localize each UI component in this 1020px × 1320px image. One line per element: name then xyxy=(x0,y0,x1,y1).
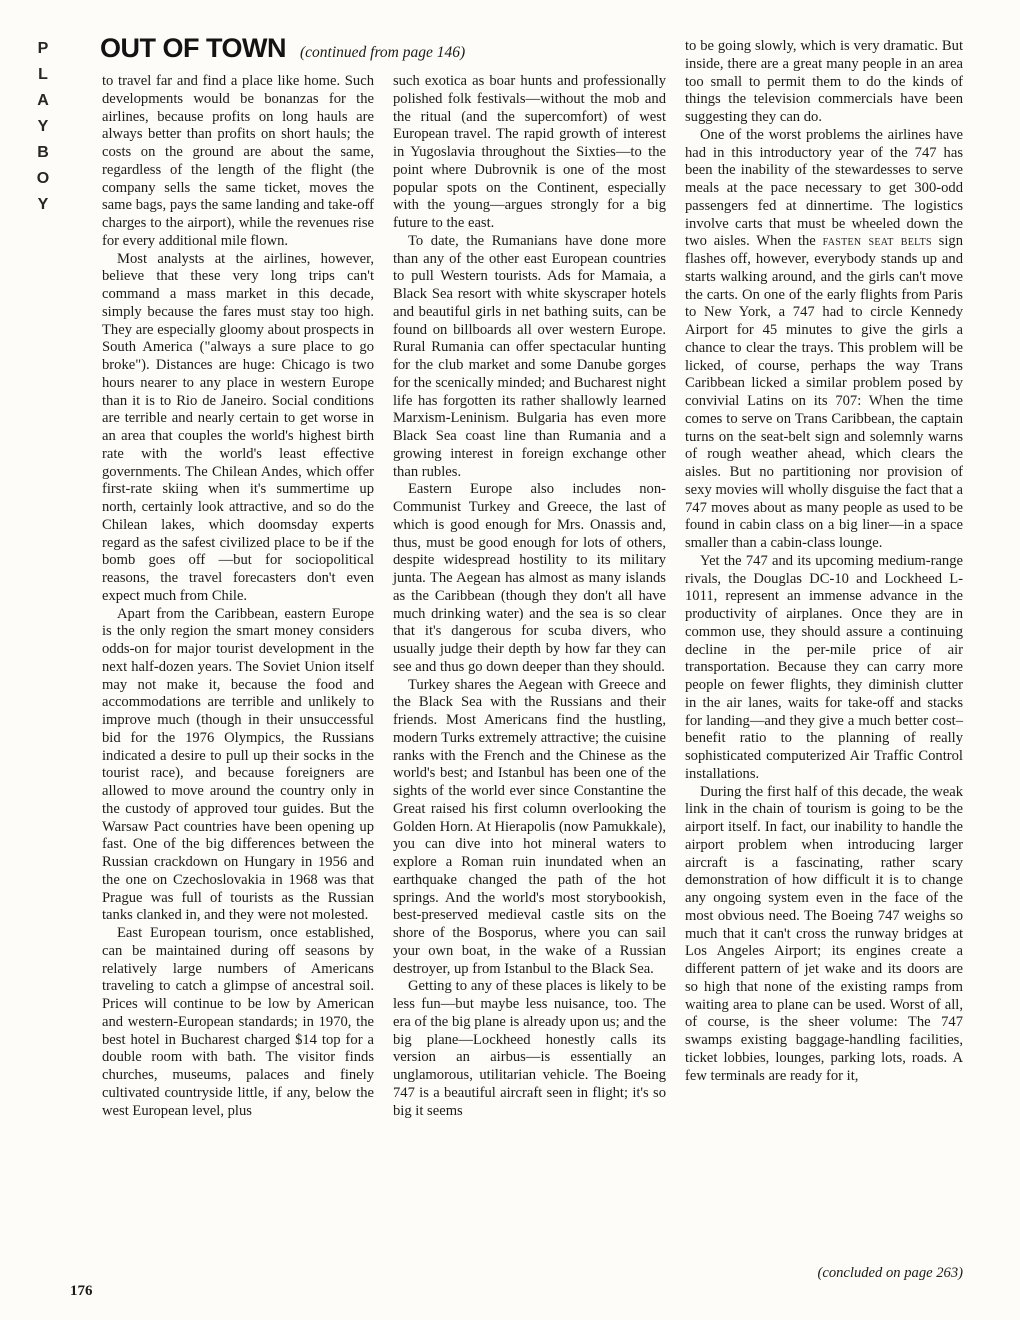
article-header xyxy=(100,33,660,73)
paragraph: Most analysts at the airlines, however, believe that these very long trips can't command a mass market in this decade, simply because the fares must stay too high. They are especially gloomy about prospects in South America ("always a sure place to go broke"). Distances are huge: Chicago is two hours nearer to any place in western Europe than it is to Rio de Janeiro. Social conditions are terrible and nearly certain to get worse in an area that couples the world's highest birth rate with the world's least effective governments. The Chilean Andes, which offer first-rate skiing when it's summertime up north, certainly look attractive, and so do the Chilean lakes, which doomsday experts regard as the safest civilized place to be if the bomb goes off —but for sociopolitical reasons, the travel forecasters don't even expect much from Chile. xyxy=(102,250,374,604)
paragraph: to travel far and find a place like home. Such developments would be bonanzas for the airlines, because profits on long hauls are always better than profits on short hauls; the costs on the ground are about the same, regardless of the length of the flight (the company sells the same ticket, moves the same bags, pays the same landing and take-off charges to the airport), while the revenues rise for every additional mile flown. xyxy=(102,73,374,249)
side-title-letter: Y xyxy=(37,196,49,213)
side-title-letter: O xyxy=(36,170,50,187)
text-column-3 xyxy=(685,38,963,1285)
paragraph-text: sign flashes off, however, everybody stands up and starts walking around, and the girls can't move the carts. On one of the early flights from Paris to New York, a 747 had to circle Kennedy Airport for 45 minutes to give the girls a chance to clear the trays. This problem will be licked, of course, perhaps the way Trans Caribbean licked a similar problem posed by convivial Latins on its 707: When the time comes to serve on Trans Caribbean, the captain turns on the seat-belt sign and solemnly warns of rough weather ahead, which clears the aisles. But no partitioning nor provision of sexy movies will wholly disguise the fact that a 747 moves about as many people as used to be found in cabin class on a big liner—in a space smaller than a cabin-class lounge. xyxy=(685,233,964,551)
side-title-letter: A xyxy=(37,92,49,109)
seat-belt-sign-text: fasten seat belts xyxy=(822,233,932,250)
paragraph: During the first half of this decade, the weak link in the chain of tourism is going to be the airport itself. In fact, our inability to handle the airport problem when introducing larger aircraft is a fascinating, rather scary demonstration of how difficult it is to change any ongoing system even in the face of the most obvious need. The Boeing 747 weighs so much that it can't cross the runway bridges at Los Angeles Airport; its engines create a different pattern of jet wake and its doors are so high that none of the existing ramps from waiting area to plane can be used. Worst of all, of course, is the sheer volume: The 747 swamps existing baggage-handling facilities, ticket lobbies, lounges, parking lots, roads. A few terminals are ready for it, xyxy=(685,783,963,1084)
side-title-letter: B xyxy=(37,144,49,161)
concluded-note: (concluded on page 263) xyxy=(817,1265,963,1281)
paragraph: Eastern Europe also includes non-Communist Turkey and Greece, the last of which is good enough for Mrs. Onassis and, thus, must be good enough for lots of others, despite widespread hostility to its military junta. The Aegean has almost as many islands as the Caribbean (though they don't all have much drinking water) and the sea is so clear that it's dangerous for scuba divers, who usually judge their depth by how far they can see and thus go down deeper than they should. xyxy=(393,481,666,675)
paragraph xyxy=(685,127,963,553)
side-title-letter: L xyxy=(38,66,48,83)
magazine-side-title xyxy=(26,36,60,218)
side-title-letter: Y xyxy=(37,118,49,135)
paragraph: To date, the Rumanians have done more than any of the other east European countries to pull Western tourists. Ads for Mamaia, a Black Sea resort with white skyscraper hotels and beautiful girls in net bathing suits, can be found on billboards all over western Europe. Rural Rumania can offer spectacular hunting for the club market and some Danube gorges for the scenically minded; and Bucharest night life has forgotten its rather shallowly learned Marxism-Leninism. Bulgaria has even more Black Sea coast line than Rumania and a growing interest in foreign exchange other than rubles. xyxy=(393,232,666,480)
continued-note: (continued from page 146) xyxy=(299,44,466,61)
side-title-letter: P xyxy=(37,40,49,57)
paragraph: Getting to any of these places is likely to be less fun—but maybe less nuisance, too. The era of the big plane is already upon us; and the big plane—Lockheed honestly calls its version an airbus—is essentially an unglamorous, utilitarian vehicle. The Boeing 747 is a beautiful aircraft seen in flight; it's so big it seems xyxy=(393,978,666,1119)
paragraph: such exotica as boar hunts and professionally polished folk festivals—without the mob and the ritual (and the supercomfort) of west European travel. The rapid growth of interest in Yugoslavia throughout the Sixties—to the point where Dubrovnik is one of the most popular spots on the Continent, especially with the young—argues strongly for a big future to the east. xyxy=(393,73,666,231)
paragraph: Apart from the Caribbean, eastern Europe is the only region the smart money considers odds-on for major tourist development in the next half-dozen years. The Soviet Union itself may not make it, because the food and accommodations are terrible and unlikely to improve much (though in their unsuccessful bid for the 1976 Olympics, the Russians indicated a desire to pull up their socks in the tourist race), and because foreigners are allowed to move around the country only in the custody of approved tour guides. But the Warsaw Pact countries have been opening up fast. One of the big differences between the Russian crackdown on Hungary in 1956 and the one on Czechoslovakia in 1968 was that Prague was full of tourists as the Russian tanks clanked in, and they were not molested. xyxy=(102,605,374,924)
paragraph: East European tourism, once established, can be maintained during off seasons by relatively large numbers of Americans traveling to catch a glimpse of ancestral soil. Prices will continue to be low by American and western-European standards; in 1970, the best hotel in Bucharest charged $14 top for a double room with bath. The visitor finds churches, museums, palaces and finely cultivated countryside little, if any, below the west European level, plus xyxy=(102,925,374,1119)
page-number: 176 xyxy=(70,1283,93,1299)
text-column-2 xyxy=(393,73,666,1285)
text-column-1 xyxy=(102,73,374,1285)
paragraph-text: One of the worst problems the airlines have had in this introductory year of the 747 has been the inability of the stewardesses to serve meals at the pace necessary to get 300-odd passengers fed at dinnertime. The logistics involve carts that must be wheeled down the two aisles. When the xyxy=(685,126,963,250)
paragraph: Yet the 747 and its upcoming medium-range rivals, the Douglas DC-10 and Lockheed L-1011, represent an immense advance in the productivity of airplanes. Once they are in common use, they should assure a continuing decline in the per-mile price of air transportation. Because they can carry more people on fewer flights, they diminish clutter in the air lanes, waits for take-off and stacks for landing—and they give a much better cost–benefit ratio to the planning of really sophisticated computerized Air Traffic Control installations. xyxy=(685,552,963,782)
paragraph: to be going slowly, which is very dramatic. But inside, there are a great many people in an area too small to permit them to do the kinds of things the television commercials have been suggesting they can do. xyxy=(685,38,963,125)
article-title: OUT OF TOWN xyxy=(100,33,286,63)
paragraph: Turkey shares the Aegean with Greece and the Black Sea with the Russians and their friends. Most Americans find the hustling, modern Turks extremely attractive; the cuisine ranks with the French and the Chinese as the world's best; and Istanbul has been one of the sights of the world ever since Constantine the Great raised his first column overlooking the Golden Horn. At Hierapolis (now Pamukkale), you can dive into hot mineral waters to explore a Roman ruin inundated when an earthquake changed the path of the hot springs. And the world's most storybookish, best-preserved medieval castle sits on the shore of the Bosporus, where you can sail your own boat, in the wake of a Russian destroyer, up from Istanbul to the Black Sea. xyxy=(393,676,666,977)
